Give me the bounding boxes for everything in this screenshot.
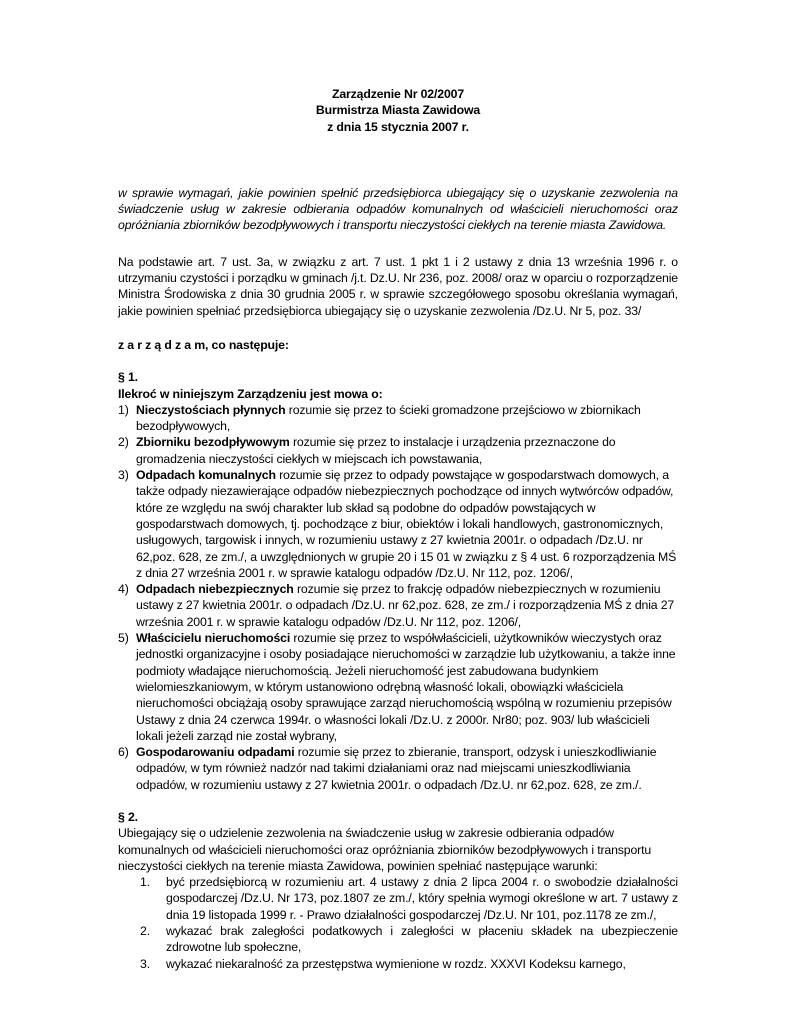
list-number: 4) (118, 582, 129, 597)
definition-text: rozumie się przez to współwłaścicieli, użytkowników wieczystych oraz jednostki organizacyjne i osoby posiadające nieruchomości w zarządzie lub użytkowaniu, a także inne podmioty władające nieruchomością. Jeżeli nieruchomość jest zabudowana budynkiem wielomieszkaniowym, w którym ustanowiono odrębną własność lokali, obowiązki właściciela nieruchomości obciążają osoby sprawujące zarząd nieruchomością wspólną w rozumieniu przepisów Ustawy z dnia 24 czerwca 1994r. o własności lokali /Dz.U. z 2000r. Nr80; poz. 903/ lub właścicieli lokali jeżeli zarząd nie został wybrany, (136, 631, 676, 743)
definition-item (118, 630, 678, 744)
condition-item (118, 874, 678, 923)
document-body (118, 86, 678, 972)
section-1-intro: Ilekroć w niniejszym Zarządzeniu jest mowa o: (118, 386, 383, 401)
title-line-2: Burmistrza Miasta Zawidowa (315, 103, 481, 118)
section-1-heading: § 1. (118, 370, 138, 385)
definition-text: rozumie się przez to instalacje i urządzenia przeznaczone do gromadzenia nieczystości ciekłych w miejscach ich powstawania, (136, 435, 616, 466)
definition-text: rozumie się przez to ścieki gromadzone przejściowo w zbiornikach bezodpływowych, (136, 402, 641, 434)
legal-basis: Na podstawie art. 7 ust. 3a, w związku z art. 7 ust. 1 pkt 1 i 2 ustawy z dnia 13 września 1996 r. o utrzymaniu czystości i porządku w gminach /j.t. Dz.U. Nr 236, poz. 2008/ oraz w oparciu o rozporządzenie Ministra Środowiska z dnia 30 grudnia 2005 r. w sprawie szczegółowego sposobu określania wymagań, jakie powinien spełniać przedsiębiorca ubiegający się o uzyskanie zezwolenia /Dz.U. Nr 5, poz. 33/ (118, 254, 678, 318)
definition-text: rozumie się przez to frakcję odpadów niebezpiecznych w rozumieniu ustawy z 27 kwietnia 2001r. o odpadach /Dz.U. nr 62,poz. 628, ze zm./ i rozporządzenia MŚ z dnia 27 września 2001 r. w sprawie katalogu odpadów /Dz.U. Nr 112, poz. 1206/, (136, 582, 675, 629)
list-number: 1) (118, 402, 129, 417)
definition-text: rozumie się przez to odpady powstające w gospodarstwach domowych, a także odpady niezawierające odpadów niebezpiecznych pochodzące od innych wytwórców odpadów, które ze względu na swój charakter lub skład są podobne do odpadów powstających w gospodarstwach domowych, tj. pochodzące z biur, obiektów i lokali handlowych, gastronomicznych, usługowych, targowisk i innych, w rozumieniu ustawy z 27 kwietnia 2001r. o odpadach /Dz.U. nr 62,poz. 628, ze zm./, a uwzględnionych w grupie 20 i 15 01 w związku z § 4 ust. 6 rozporządzenia MŚ z dnia 27 września 2001 r. w sprawie katalogu odpadów /Dz.U. Nr 112, poz. 1206/, (136, 468, 677, 580)
conditions-list (118, 874, 678, 972)
list-number: 5) (118, 631, 129, 646)
section-2-intro: Ubiegający się o udzielenie zezwolenia na świadczenie usług w zakresie odbierania odpadów komunalnych od właścicieli nieruchomości oraz opróżniania zbiorników bezodpływowych i transportu nieczystości ciekłych na terenie miasta Zawidowa, powinien spełniać następujące warunki: (118, 826, 652, 873)
list-number: 2. (140, 924, 150, 939)
condition-item (118, 923, 678, 956)
list-number: 2) (118, 435, 129, 450)
definition-term: Gospodarowaniu odpadami (136, 745, 295, 760)
definition-item (118, 467, 678, 581)
condition-text: być przedsiębiorcą w rozumieniu art. 4 ustawy z dnia 2 lipca 2004 r. o swobodzie działalności gospodarczej /Dz.U. Nr 173, poz.1807 ze zm./, który spełnia wymogi określone w art. 7 ustawy z dnia 19 listopada 1999 r. - Prawo działalności gospodarczej /Dz.U. Nr 101, poz.1178 ze zm./, (166, 875, 678, 922)
definition-term: Zbiorniku bezodpływowym (136, 435, 290, 450)
order-clause: z a r z ą d z a m, co następuje: (118, 337, 289, 352)
condition-text: wykazać brak zaległości podatkowych i zaległości w płaceniu składek na ubezpieczenie zdrowotne lub społeczne, (166, 924, 678, 955)
document-subject: w sprawie wymagań, jakie powinien spełnić przedsiębiorca ubiegający się o uzyskanie zezwolenia na świadczenie usług w zakresie odbierania odpadów komunalnych od właścicieli nieruchomości oraz opróżniania zbiorników bezodpływowych i transportu nieczystości ciekłych na terenie miasta Zawidowa. (118, 185, 678, 233)
definition-item (118, 402, 678, 435)
definition-term: Odpadach komunalnych (136, 468, 276, 483)
document-title (118, 86, 678, 135)
condition-text: wykazać niekaralność za przestępstwa wymienione w rozdz. XXXVI Kodeksu karnego, (166, 956, 626, 971)
definition-item (118, 744, 678, 793)
definition-term: Właścicielu nieruchomości (136, 631, 291, 646)
section-2-heading: § 2. (118, 809, 138, 824)
list-number: 1. (140, 875, 150, 890)
title-line-1: Zarządzenie Nr 02/2007 (331, 87, 465, 101)
definitions-list (118, 402, 678, 793)
condition-item (118, 956, 678, 972)
title-line-3: z dnia 15 stycznia 2007 r. (327, 119, 469, 134)
definition-text: rozumie się przez to zbieranie, transport, odzysk i unieszkodliwianie odpadów, w tym również nadzór nad takimi działaniami oraz nad miejscami unieszkodliwiania odpadów, w rozumieniu ustawy z 27 kwietnia 2001r. o odpadach /Dz.U. nr 62,poz. 628, ze zm./. (136, 745, 657, 792)
definition-item (118, 434, 678, 467)
list-number: 6) (118, 745, 129, 760)
list-number: 3. (140, 956, 150, 971)
list-number: 3) (118, 468, 129, 483)
definition-term: Odpadach niebezpiecznych (136, 582, 294, 597)
definition-item (118, 581, 678, 630)
definition-term: Nieczystościach płynnych (136, 402, 286, 417)
